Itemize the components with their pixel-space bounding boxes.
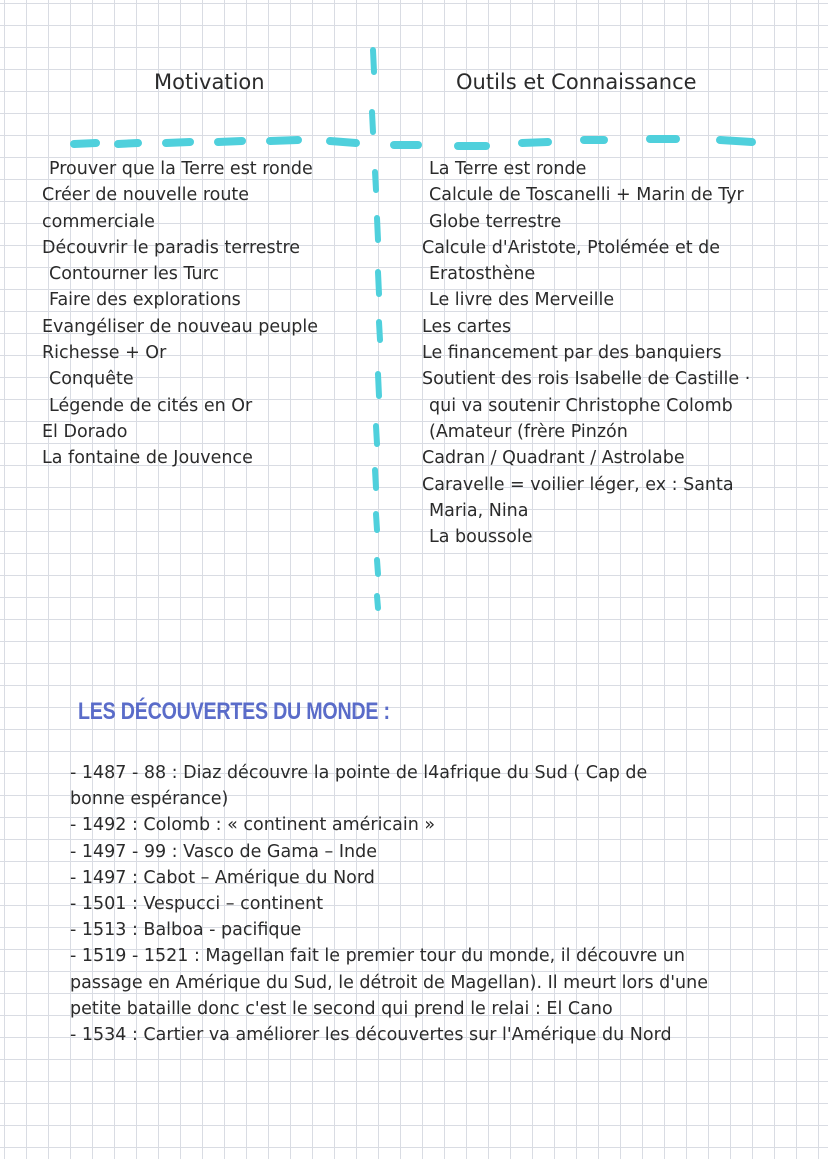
outils-heading: Outils et Connaissance — [456, 70, 697, 94]
motivation-item: Conquête — [49, 369, 134, 390]
decouverte-line: petite bataille donc c'est le second qui prend le relai : El Cano — [70, 998, 613, 1019]
v-dash — [378, 374, 379, 396]
h-dash — [522, 142, 548, 143]
outils-item: Calcule de Toscanelli + Marin de Tyr — [429, 185, 744, 206]
decouverte-line: - 1519 - 1521 : Magellan fait le premier tour du monde, il découvre un — [70, 946, 685, 967]
outils-list — [422, 156, 750, 550]
motivation-heading: Motivation — [154, 70, 265, 94]
v-dash — [375, 470, 376, 488]
motivation-item: Faire des explorations — [49, 290, 241, 311]
outils-item: La Terre est ronde — [429, 159, 587, 179]
v-dash — [376, 514, 377, 530]
h-dash — [118, 143, 138, 144]
v-dash — [377, 596, 378, 608]
outils-item: Eratosthène — [429, 264, 536, 285]
v-dash — [379, 322, 380, 340]
h-dash — [166, 142, 190, 143]
h-dash — [720, 140, 752, 142]
decouverte-line: - 1497 : Cabot – Amérique du Nord — [70, 867, 375, 888]
decouverte-line: - 1513 : Balboa - pacifique — [70, 920, 302, 941]
decouverte-line: - 1492 : Colomb : « continent américain » — [70, 815, 436, 836]
v-dash — [373, 50, 374, 72]
motivation-item: Créer de nouvelle route — [42, 185, 250, 206]
outils-item: La boussole — [429, 527, 533, 548]
decouverte-line: - 1487 - 88 : Diaz découvre la pointe de l4afrique du Sud ( Cap de — [70, 763, 648, 783]
v-dash — [372, 112, 373, 132]
decouverte-line: - 1534 : Cartier va améliorer les découvertes sur l'Amérique du Nord — [70, 1025, 672, 1046]
outils-item: Globe terrestre — [429, 211, 562, 232]
motivation-item: commerciale — [42, 211, 155, 232]
outils-item: Maria, Nina — [429, 500, 529, 521]
h-dash — [270, 140, 298, 141]
h-dash — [74, 143, 96, 144]
motivation-item: Contourner les Turc — [49, 264, 220, 285]
h-dash — [330, 141, 356, 143]
v-dash — [378, 272, 379, 294]
motivation-item: Légende de cités en Or — [49, 395, 253, 416]
outils-item: Calcule d'Aristote, Ptolémée et de — [422, 237, 721, 258]
v-dash — [377, 560, 378, 574]
decouverte-line: passage en Amérique du Sud, le détroit de Magellan). Il meurt lors d'une — [70, 972, 708, 993]
decouverte-line: - 1497 - 99 : Vasco de Gama – Inde — [70, 841, 377, 862]
motivation-item: La fontaine de Jouvence — [42, 448, 253, 469]
outils-item: Caravelle = voilier léger, ex : Santa — [422, 474, 734, 495]
outils-item: (Amateur (frère Pinzón — [429, 421, 628, 442]
motivation-list — [42, 156, 318, 472]
decouverte-line: - 1501 : Vespucci – continent — [70, 894, 324, 915]
motivation-item: El Dorado — [42, 421, 128, 442]
v-dash — [377, 218, 378, 240]
motivation-item: Richesse + Or — [42, 343, 167, 364]
motivation-item: Découvrir le paradis terrestre — [42, 237, 301, 258]
h-dash — [218, 141, 242, 142]
decouvertes-title: LES DÉCOUVERTES DU MONDE : — [78, 698, 390, 725]
v-dash — [376, 426, 377, 444]
v-dash — [375, 172, 376, 190]
decouvertes-list — [70, 760, 708, 1048]
outils-item: Le financement par des banquiers — [422, 343, 722, 364]
motivation-item: Prouver que la Terre est ronde — [49, 159, 313, 179]
outils-item: qui va soutenir Christophe Colomb — [429, 395, 733, 416]
outils-item: Cadran / Quadrant / Astrolabe — [422, 448, 685, 469]
motivation-item: Evangéliser de nouveau peuple — [42, 316, 319, 337]
decouverte-line: bonne espérance) — [70, 789, 229, 810]
outils-item: Les cartes — [422, 316, 512, 337]
outils-item: Le livre des Merveille — [429, 290, 615, 311]
outils-item: Soutient des rois Isabelle de Castille · — [422, 369, 751, 390]
